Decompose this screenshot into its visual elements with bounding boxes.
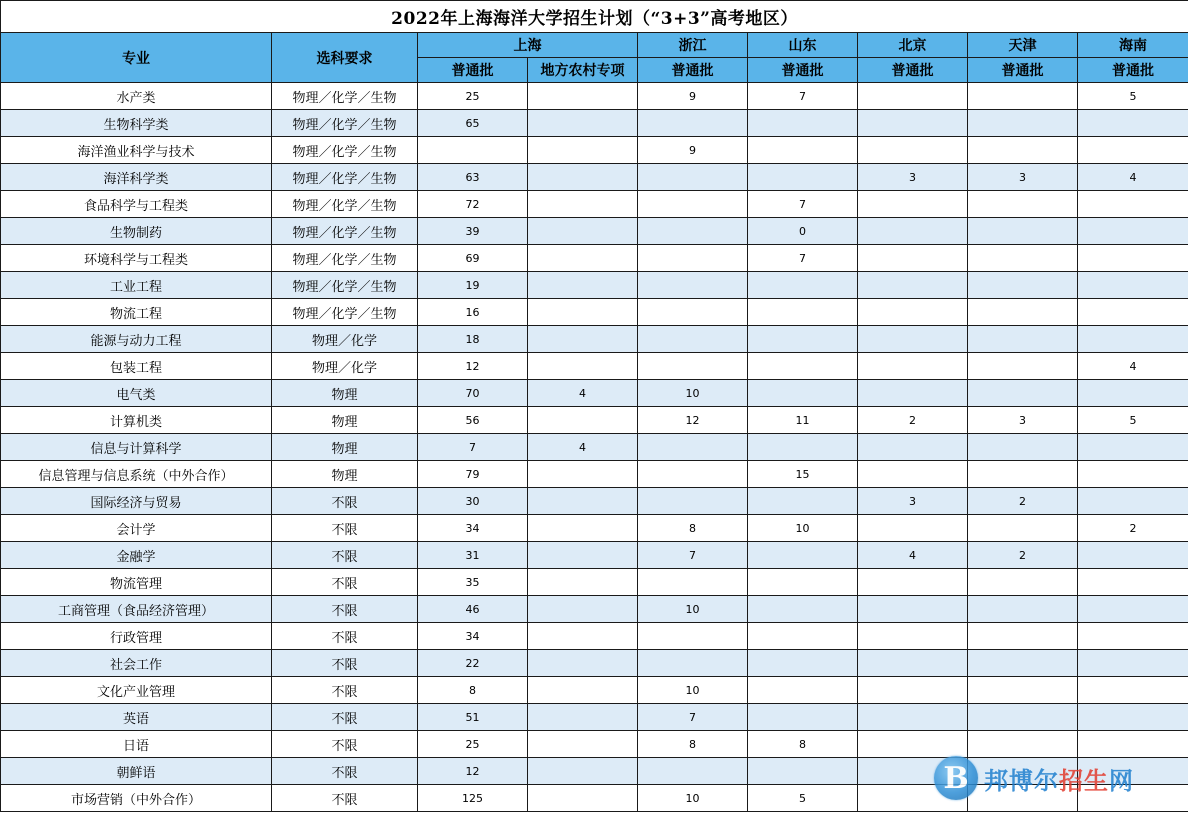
table-row (1, 380, 1188, 407)
table-row (1, 488, 1188, 515)
cell-shanghai-regular: 34 (418, 623, 528, 650)
cell-major: 市场营销（中外合作） (1, 785, 272, 812)
watermark-text-part3: 网 (1109, 766, 1134, 795)
cell-subject-requirement: 物理／化学／生物 (272, 137, 418, 164)
cell-zhejiang-regular (638, 488, 748, 515)
table-row (1, 407, 1188, 434)
cell-hainan-regular (1078, 110, 1188, 137)
cell-shandong-regular (748, 650, 858, 677)
cell-shandong-regular: 8 (748, 731, 858, 758)
header-major: 专业 (1, 33, 272, 83)
table-row (1, 596, 1188, 623)
cell-tianjin-regular (968, 218, 1078, 245)
cell-shandong-regular (748, 164, 858, 191)
cell-shanghai-rural (528, 731, 638, 758)
cell-shanghai-rural (528, 83, 638, 110)
cell-hainan-regular (1078, 785, 1188, 812)
cell-major: 行政管理 (1, 623, 272, 650)
header-region-shanghai: 上海 (418, 33, 638, 58)
cell-shanghai-rural (528, 110, 638, 137)
cell-shanghai-regular: 25 (418, 83, 528, 110)
cell-subject-requirement: 物理／化学／生物 (272, 272, 418, 299)
cell-shanghai-regular: 125 (418, 785, 528, 812)
cell-tianjin-regular (968, 272, 1078, 299)
cell-subject-requirement: 不限 (272, 623, 418, 650)
cell-beijing-regular (858, 299, 968, 326)
cell-shandong-regular: 7 (748, 191, 858, 218)
cell-zhejiang-regular: 9 (638, 83, 748, 110)
cell-tianjin-regular (968, 461, 1078, 488)
cell-major: 会计学 (1, 515, 272, 542)
header-region-tianjin: 天津 (968, 33, 1078, 58)
cell-shanghai-rural (528, 623, 638, 650)
subheader-beijing-regular: 普通批 (858, 58, 968, 83)
cell-shanghai-rural: 4 (528, 380, 638, 407)
table-row (1, 569, 1188, 596)
cell-shanghai-rural: 4 (528, 434, 638, 461)
cell-subject-requirement: 物理／化学 (272, 353, 418, 380)
subheader-shanghai-rural: 地方农村专项 (528, 58, 638, 83)
cell-tianjin-regular (968, 434, 1078, 461)
cell-hainan-regular (1078, 758, 1188, 785)
cell-major: 朝鲜语 (1, 758, 272, 785)
cell-shandong-regular (748, 272, 858, 299)
cell-hainan-regular (1078, 218, 1188, 245)
cell-beijing-regular: 2 (858, 407, 968, 434)
cell-shandong-regular (748, 677, 858, 704)
cell-hainan-regular (1078, 704, 1188, 731)
cell-zhejiang-regular (638, 461, 748, 488)
cell-tianjin-regular (968, 758, 1078, 785)
cell-beijing-regular: 4 (858, 542, 968, 569)
subheader-shandong-regular: 普通批 (748, 58, 858, 83)
cell-shandong-regular (748, 488, 858, 515)
cell-zhejiang-regular: 8 (638, 731, 748, 758)
cell-hainan-regular (1078, 488, 1188, 515)
cell-beijing-regular (858, 272, 968, 299)
cell-major: 工业工程 (1, 272, 272, 299)
cell-zhejiang-regular (638, 110, 748, 137)
cell-tianjin-regular (968, 515, 1078, 542)
cell-major: 环境科学与工程类 (1, 245, 272, 272)
cell-major: 计算机类 (1, 407, 272, 434)
cell-shanghai-regular: 25 (418, 731, 528, 758)
cell-zhejiang-regular: 7 (638, 542, 748, 569)
cell-subject-requirement: 物理／化学／生物 (272, 83, 418, 110)
header-subject-requirement: 选科要求 (272, 33, 418, 83)
cell-zhejiang-regular: 10 (638, 785, 748, 812)
cell-zhejiang-regular: 9 (638, 137, 748, 164)
cell-shanghai-regular: 72 (418, 191, 528, 218)
cell-shanghai-rural (528, 677, 638, 704)
table-row (1, 245, 1188, 272)
cell-major: 英语 (1, 704, 272, 731)
cell-hainan-regular (1078, 677, 1188, 704)
cell-shandong-regular: 7 (748, 245, 858, 272)
cell-beijing-regular (858, 569, 968, 596)
cell-shanghai-regular: 8 (418, 677, 528, 704)
cell-tianjin-regular: 3 (968, 407, 1078, 434)
cell-shandong-regular (748, 623, 858, 650)
cell-major: 金融学 (1, 542, 272, 569)
cell-tianjin-regular (968, 245, 1078, 272)
cell-subject-requirement: 物理／化学／生物 (272, 299, 418, 326)
cell-subject-requirement: 物理／化学 (272, 326, 418, 353)
cell-subject-requirement: 不限 (272, 488, 418, 515)
cell-hainan-regular (1078, 650, 1188, 677)
cell-shanghai-regular: 46 (418, 596, 528, 623)
cell-zhejiang-regular (638, 245, 748, 272)
cell-shanghai-regular: 16 (418, 299, 528, 326)
cell-beijing-regular: 3 (858, 488, 968, 515)
cell-subject-requirement: 不限 (272, 704, 418, 731)
table-row (1, 650, 1188, 677)
table-row (1, 461, 1188, 488)
cell-shanghai-regular: 12 (418, 758, 528, 785)
cell-shandong-regular (748, 326, 858, 353)
cell-zhejiang-regular (638, 272, 748, 299)
cell-shandong-regular (748, 434, 858, 461)
cell-beijing-regular (858, 704, 968, 731)
cell-beijing-regular (858, 515, 968, 542)
cell-tianjin-regular (968, 83, 1078, 110)
cell-tianjin-regular (968, 353, 1078, 380)
cell-zhejiang-regular: 10 (638, 380, 748, 407)
cell-major: 信息管理与信息系统（中外合作） (1, 461, 272, 488)
watermark-text-part1: 邦博尔 (984, 766, 1059, 795)
cell-beijing-regular (858, 245, 968, 272)
cell-shandong-regular (748, 542, 858, 569)
cell-shandong-regular (748, 380, 858, 407)
cell-subject-requirement: 物理／化学／生物 (272, 164, 418, 191)
cell-beijing-regular (858, 353, 968, 380)
cell-shandong-regular (748, 704, 858, 731)
cell-shanghai-regular: 39 (418, 218, 528, 245)
cell-beijing-regular (858, 677, 968, 704)
header-region-zhejiang: 浙江 (638, 33, 748, 58)
cell-zhejiang-regular: 10 (638, 596, 748, 623)
header-region-hainan: 海南 (1078, 33, 1188, 58)
cell-major: 水产类 (1, 83, 272, 110)
cell-shanghai-regular: 69 (418, 245, 528, 272)
header-region-beijing: 北京 (858, 33, 968, 58)
cell-tianjin-regular (968, 704, 1078, 731)
cell-tianjin-regular: 3 (968, 164, 1078, 191)
cell-shanghai-regular: 79 (418, 461, 528, 488)
cell-shanghai-rural (528, 326, 638, 353)
cell-tianjin-regular (968, 569, 1078, 596)
cell-tianjin-regular (968, 785, 1078, 812)
cell-hainan-regular: 5 (1078, 407, 1188, 434)
table-row (1, 785, 1188, 812)
cell-hainan-regular (1078, 326, 1188, 353)
cell-subject-requirement: 不限 (272, 677, 418, 704)
cell-zhejiang-regular: 12 (638, 407, 748, 434)
cell-hainan-regular (1078, 569, 1188, 596)
cell-shanghai-rural (528, 542, 638, 569)
cell-hainan-regular: 5 (1078, 83, 1188, 110)
cell-major: 社会工作 (1, 650, 272, 677)
cell-tianjin-regular (968, 191, 1078, 218)
cell-tianjin-regular (968, 380, 1078, 407)
table-title: 2022年上海海洋大学招生计划（“3+3”高考地区） (1, 1, 1188, 33)
cell-shandong-regular (748, 353, 858, 380)
cell-hainan-regular (1078, 137, 1188, 164)
cell-hainan-regular (1078, 731, 1188, 758)
cell-major: 海洋科学类 (1, 164, 272, 191)
cell-subject-requirement: 不限 (272, 731, 418, 758)
cell-zhejiang-regular (638, 758, 748, 785)
cell-shanghai-regular: 56 (418, 407, 528, 434)
cell-major: 海洋渔业科学与技术 (1, 137, 272, 164)
cell-zhejiang-regular (638, 434, 748, 461)
table-row (1, 731, 1188, 758)
cell-tianjin-regular (968, 326, 1078, 353)
cell-shanghai-regular: 7 (418, 434, 528, 461)
cell-hainan-regular (1078, 542, 1188, 569)
cell-major: 能源与动力工程 (1, 326, 272, 353)
cell-shanghai-regular: 18 (418, 326, 528, 353)
cell-shanghai-rural (528, 650, 638, 677)
cell-tianjin-regular: 2 (968, 542, 1078, 569)
cell-major: 物流管理 (1, 569, 272, 596)
cell-shanghai-rural (528, 272, 638, 299)
cell-beijing-regular (858, 137, 968, 164)
cell-shandong-regular (748, 758, 858, 785)
table-row (1, 515, 1188, 542)
cell-beijing-regular (858, 326, 968, 353)
cell-zhejiang-regular (638, 650, 748, 677)
cell-beijing-regular (858, 218, 968, 245)
table-row (1, 272, 1188, 299)
cell-major: 工商管理（食品经济管理） (1, 596, 272, 623)
cell-shandong-regular: 7 (748, 83, 858, 110)
cell-hainan-regular (1078, 299, 1188, 326)
table-row (1, 623, 1188, 650)
table-row (1, 353, 1188, 380)
cell-beijing-regular (858, 434, 968, 461)
table-row (1, 677, 1188, 704)
cell-major: 包装工程 (1, 353, 272, 380)
cell-major: 日语 (1, 731, 272, 758)
table-row (1, 434, 1188, 461)
cell-zhejiang-regular (638, 191, 748, 218)
table-row (1, 137, 1188, 164)
header-region-shandong: 山东 (748, 33, 858, 58)
cell-tianjin-regular (968, 623, 1078, 650)
cell-shandong-regular (748, 110, 858, 137)
cell-shandong-regular: 10 (748, 515, 858, 542)
cell-zhejiang-regular: 8 (638, 515, 748, 542)
cell-beijing-regular (858, 731, 968, 758)
cell-beijing-regular (858, 785, 968, 812)
cell-hainan-regular (1078, 461, 1188, 488)
cell-subject-requirement: 不限 (272, 758, 418, 785)
cell-shanghai-regular: 19 (418, 272, 528, 299)
cell-shanghai-rural (528, 245, 638, 272)
cell-beijing-regular (858, 191, 968, 218)
cell-hainan-regular (1078, 596, 1188, 623)
cell-hainan-regular: 2 (1078, 515, 1188, 542)
cell-zhejiang-regular (638, 218, 748, 245)
cell-hainan-regular: 4 (1078, 353, 1188, 380)
cell-beijing-regular (858, 596, 968, 623)
cell-zhejiang-regular: 7 (638, 704, 748, 731)
cell-shandong-regular: 5 (748, 785, 858, 812)
cell-major: 电气类 (1, 380, 272, 407)
cell-major: 食品科学与工程类 (1, 191, 272, 218)
cell-beijing-regular (858, 461, 968, 488)
cell-subject-requirement: 物理／化学／生物 (272, 218, 418, 245)
cell-subject-requirement: 不限 (272, 650, 418, 677)
cell-subject-requirement: 物理 (272, 461, 418, 488)
cell-shanghai-rural (528, 164, 638, 191)
cell-shandong-regular: 11 (748, 407, 858, 434)
cell-shandong-regular: 15 (748, 461, 858, 488)
table-row (1, 704, 1188, 731)
cell-shandong-regular (748, 137, 858, 164)
cell-shanghai-rural (528, 461, 638, 488)
cell-hainan-regular (1078, 272, 1188, 299)
table-row (1, 110, 1188, 137)
table-body (1, 83, 1188, 812)
cell-subject-requirement: 不限 (272, 542, 418, 569)
table-row (1, 758, 1188, 785)
cell-hainan-regular (1078, 623, 1188, 650)
cell-shanghai-regular: 51 (418, 704, 528, 731)
cell-zhejiang-regular (638, 569, 748, 596)
cell-major: 生物科学类 (1, 110, 272, 137)
cell-zhejiang-regular: 10 (638, 677, 748, 704)
table-row (1, 164, 1188, 191)
cell-major: 文化产业管理 (1, 677, 272, 704)
cell-shanghai-regular: 30 (418, 488, 528, 515)
cell-major: 信息与计算科学 (1, 434, 272, 461)
cell-subject-requirement: 不限 (272, 785, 418, 812)
cell-shanghai-regular: 65 (418, 110, 528, 137)
cell-shanghai-rural (528, 137, 638, 164)
cell-tianjin-regular (968, 299, 1078, 326)
watermark-logo-icon: B (934, 756, 978, 800)
cell-subject-requirement: 不限 (272, 515, 418, 542)
cell-beijing-regular (858, 758, 968, 785)
cell-hainan-regular (1078, 245, 1188, 272)
cell-shanghai-rural (528, 299, 638, 326)
cell-subject-requirement: 不限 (272, 596, 418, 623)
cell-tianjin-regular (968, 677, 1078, 704)
cell-zhejiang-regular (638, 623, 748, 650)
table-row (1, 326, 1188, 353)
cell-shanghai-regular: 31 (418, 542, 528, 569)
cell-shanghai-rural (528, 218, 638, 245)
cell-tianjin-regular (968, 110, 1078, 137)
cell-shandong-regular: 0 (748, 218, 858, 245)
cell-shanghai-rural (528, 515, 638, 542)
cell-major: 生物制药 (1, 218, 272, 245)
table-row (1, 299, 1188, 326)
table-row (1, 191, 1188, 218)
cell-subject-requirement: 物理 (272, 380, 418, 407)
cell-zhejiang-regular (638, 164, 748, 191)
cell-hainan-regular (1078, 191, 1188, 218)
cell-beijing-regular (858, 110, 968, 137)
cell-beijing-regular: 3 (858, 164, 968, 191)
cell-subject-requirement: 物理 (272, 407, 418, 434)
cell-zhejiang-regular (638, 353, 748, 380)
cell-tianjin-regular: 2 (968, 488, 1078, 515)
cell-shanghai-rural (528, 569, 638, 596)
cell-subject-requirement: 不限 (272, 569, 418, 596)
cell-tianjin-regular (968, 731, 1078, 758)
subheader-zhejiang-regular: 普通批 (638, 58, 748, 83)
cell-subject-requirement: 物理／化学／生物 (272, 191, 418, 218)
cell-tianjin-regular (968, 137, 1078, 164)
cell-shanghai-regular: 63 (418, 164, 528, 191)
cell-subject-requirement: 物理 (272, 434, 418, 461)
cell-major: 物流工程 (1, 299, 272, 326)
subheader-tianjin-regular: 普通批 (968, 58, 1078, 83)
cell-zhejiang-regular (638, 299, 748, 326)
cell-hainan-regular: 4 (1078, 164, 1188, 191)
subheader-shanghai-regular: 普通批 (418, 58, 528, 83)
cell-shanghai-rural (528, 353, 638, 380)
cell-beijing-regular (858, 380, 968, 407)
cell-shandong-regular (748, 299, 858, 326)
cell-shanghai-rural (528, 704, 638, 731)
cell-beijing-regular (858, 650, 968, 677)
cell-shandong-regular (748, 596, 858, 623)
cell-subject-requirement: 物理／化学／生物 (272, 110, 418, 137)
cell-shanghai-rural (528, 488, 638, 515)
cell-shanghai-rural (528, 191, 638, 218)
cell-beijing-regular (858, 83, 968, 110)
cell-shanghai-rural (528, 785, 638, 812)
watermark-text-part2: 招生 (1059, 766, 1109, 795)
cell-tianjin-regular (968, 650, 1078, 677)
cell-tianjin-regular (968, 596, 1078, 623)
cell-shanghai-rural (528, 758, 638, 785)
table-row (1, 218, 1188, 245)
table-row (1, 83, 1188, 110)
cell-major: 国际经济与贸易 (1, 488, 272, 515)
cell-subject-requirement: 物理／化学／生物 (272, 245, 418, 272)
cell-shandong-regular (748, 569, 858, 596)
cell-shanghai-rural (528, 407, 638, 434)
subheader-hainan-regular: 普通批 (1078, 58, 1188, 83)
cell-shanghai-regular: 34 (418, 515, 528, 542)
cell-beijing-regular (858, 623, 968, 650)
cell-shanghai-regular: 12 (418, 353, 528, 380)
cell-shanghai-regular (418, 137, 528, 164)
cell-shanghai-regular: 70 (418, 380, 528, 407)
table-row (1, 542, 1188, 569)
cell-hainan-regular (1078, 434, 1188, 461)
cell-shanghai-regular: 35 (418, 569, 528, 596)
cell-shanghai-rural (528, 596, 638, 623)
cell-hainan-regular (1078, 380, 1188, 407)
cell-zhejiang-regular (638, 326, 748, 353)
cell-shanghai-regular: 22 (418, 650, 528, 677)
